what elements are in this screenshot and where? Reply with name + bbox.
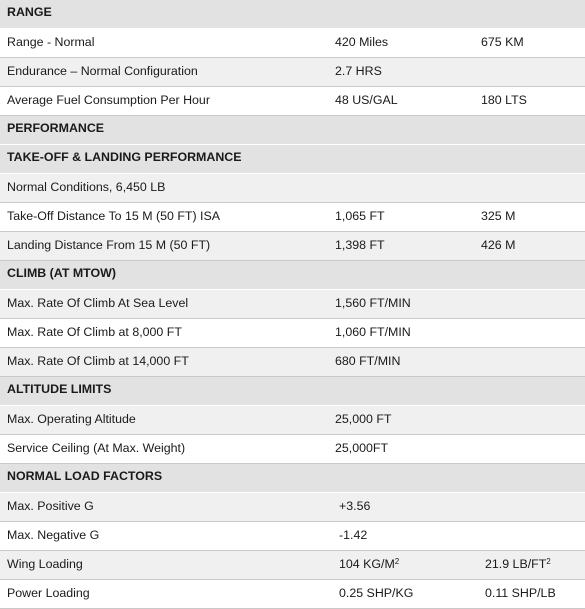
value-text: 21.9 LB/FT bbox=[485, 557, 547, 571]
spec-value-primary: 25,000FT bbox=[335, 441, 389, 455]
spec-label: Max. Rate Of Climb at 8,000 FT bbox=[7, 325, 182, 339]
spec-label: Max. Operating Altitude bbox=[7, 412, 136, 426]
spec-value-secondary bbox=[485, 557, 551, 571]
spec-value-primary: 1,065 FT bbox=[335, 209, 385, 223]
spec-value-primary: 2.7 HRS bbox=[335, 64, 382, 78]
section-title: RANGE bbox=[7, 5, 52, 19]
spec-label: Take-Off Distance To 15 M (50 FT) ISA bbox=[7, 209, 221, 223]
section-header-altitude-limits bbox=[0, 377, 585, 406]
spec-value-secondary: 426 M bbox=[481, 238, 516, 252]
spec-label: Power Loading bbox=[7, 586, 90, 600]
spec-row-max-positive-g bbox=[0, 493, 585, 522]
section-title: PERFORMANCE bbox=[7, 121, 105, 135]
section-header-climb bbox=[0, 261, 585, 290]
spec-row-takeoff-distance bbox=[0, 203, 585, 232]
section-title: CLIMB (AT MTOW) bbox=[7, 266, 116, 280]
spec-row-power-loading bbox=[0, 580, 585, 609]
spec-value-primary: 48 US/GAL bbox=[335, 93, 398, 107]
spec-label: Max. Negative G bbox=[7, 528, 100, 542]
spec-row-max-negative-g bbox=[0, 522, 585, 551]
spec-value-primary: -1.42 bbox=[339, 528, 368, 542]
spec-value-primary: 680 FT/MIN bbox=[335, 354, 401, 368]
superscript: 2 bbox=[546, 557, 551, 566]
spec-row-landing-distance bbox=[0, 232, 585, 261]
spec-value-primary: 1,398 FT bbox=[335, 238, 385, 252]
spec-row-climb-14000 bbox=[0, 348, 585, 377]
spec-label: Service Ceiling (At Max. Weight) bbox=[7, 441, 186, 455]
spec-row-wing-loading bbox=[0, 551, 585, 580]
spec-value-secondary: 675 KM bbox=[481, 35, 524, 49]
spec-value-primary: 1,560 FT/MIN bbox=[335, 296, 411, 310]
spec-value-primary bbox=[339, 557, 399, 571]
spec-value-primary: 1,060 FT/MIN bbox=[335, 325, 411, 339]
spec-row-climb-8000 bbox=[0, 319, 585, 348]
spec-row-normal-conditions bbox=[0, 174, 585, 203]
section-header-performance bbox=[0, 116, 585, 145]
spec-value-secondary: 325 M bbox=[481, 209, 516, 223]
spec-row-fuel-consumption bbox=[0, 87, 585, 116]
spec-label: Wing Loading bbox=[7, 557, 83, 571]
spec-value-primary: 0.25 SHP/KG bbox=[339, 586, 414, 600]
section-title: NORMAL LOAD FACTORS bbox=[7, 469, 163, 483]
spec-label: Range - Normal bbox=[7, 35, 95, 49]
section-title: ALTITUDE LIMITS bbox=[7, 382, 112, 396]
spec-row-climb-sea-level bbox=[0, 290, 585, 319]
spec-row-range-normal bbox=[0, 29, 585, 58]
section-header-range bbox=[0, 0, 585, 29]
section-title: TAKE-OFF & LANDING PERFORMANCE bbox=[7, 150, 242, 164]
spec-label: Average Fuel Consumption Per Hour bbox=[7, 93, 210, 107]
spec-value-primary: 25,000 FT bbox=[335, 412, 392, 426]
spec-label: Normal Conditions, 6,450 LB bbox=[7, 180, 166, 194]
value-text: 104 KG/M bbox=[339, 557, 395, 571]
spec-label: Max. Positive G bbox=[7, 499, 94, 513]
spec-label: Endurance – Normal Configuration bbox=[7, 64, 198, 78]
spec-label: Max. Rate Of Climb At Sea Level bbox=[7, 296, 189, 310]
section-header-load-factors bbox=[0, 464, 585, 493]
spec-row-max-operating-altitude bbox=[0, 406, 585, 435]
spec-value-secondary: 180 LTS bbox=[481, 93, 527, 107]
section-header-takeoff-landing bbox=[0, 145, 585, 174]
spec-label: Max. Rate Of Climb at 14,000 FT bbox=[7, 354, 189, 368]
spec-value-primary: 420 Miles bbox=[335, 35, 389, 49]
superscript: 2 bbox=[394, 557, 400, 566]
spec-value-secondary: 0.11 SHP/LB bbox=[485, 586, 556, 600]
spec-row-endurance bbox=[0, 58, 585, 87]
spec-value-primary: +3.56 bbox=[339, 499, 371, 513]
spec-label: Landing Distance From 15 M (50 FT) bbox=[7, 238, 211, 252]
spec-row-service-ceiling bbox=[0, 435, 585, 464]
